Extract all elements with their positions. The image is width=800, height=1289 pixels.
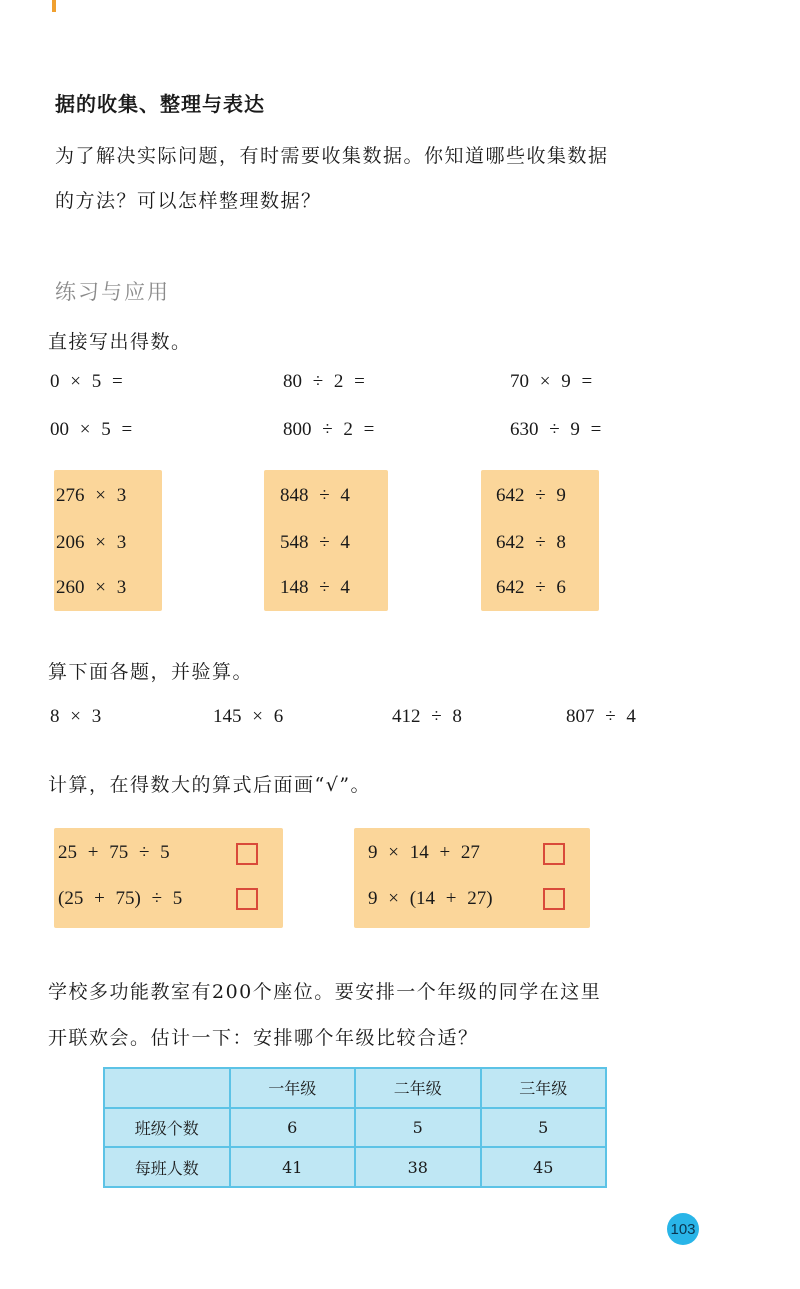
q1-box-expr: 260 × 3 bbox=[56, 577, 127, 598]
table-header-cell: 三年级 bbox=[481, 1068, 607, 1108]
q1-row1-expr: 70 × 9 = bbox=[510, 371, 593, 392]
q3-expr: 9 × (14 + 27) bbox=[368, 888, 493, 909]
q1-box-left bbox=[54, 470, 162, 611]
q1-row1-expr: 80 ÷ 2 = bbox=[283, 371, 365, 392]
q3-box-left bbox=[54, 828, 283, 928]
table-cell: 45 bbox=[481, 1147, 607, 1187]
table-cell: 5 bbox=[355, 1108, 481, 1148]
table-cell: 6 bbox=[230, 1108, 356, 1148]
table-cell: 38 bbox=[355, 1147, 481, 1187]
q1-box-right bbox=[481, 470, 599, 611]
checkbox[interactable] bbox=[543, 888, 565, 910]
q1-row2-expr: 800 ÷ 2 = bbox=[283, 419, 375, 440]
q1-heading: 直接写出得数。 bbox=[48, 331, 192, 353]
q1-box-expr: 276 × 3 bbox=[56, 485, 127, 506]
table-cell: 每班人数 bbox=[104, 1147, 230, 1187]
q1-box-expr: 642 ÷ 6 bbox=[496, 577, 566, 598]
page-number: 103 bbox=[667, 1213, 699, 1245]
q2-expr: 412 ÷ 8 bbox=[392, 706, 462, 727]
q1-box-expr: 148 ÷ 4 bbox=[280, 577, 350, 598]
q1-box-expr: 848 ÷ 4 bbox=[280, 485, 350, 506]
table-header-row bbox=[104, 1068, 606, 1108]
q1-box-expr: 642 ÷ 8 bbox=[496, 532, 566, 553]
q1-row1-expr: 0 × 5 = bbox=[50, 371, 123, 392]
checkbox[interactable] bbox=[543, 843, 565, 865]
checkbox[interactable] bbox=[236, 888, 258, 910]
q3-expr: (25 + 75) ÷ 5 bbox=[58, 888, 183, 909]
q1-row2-expr: 630 ÷ 9 = bbox=[510, 419, 602, 440]
q3-expr: 9 × 14 + 27 bbox=[368, 842, 480, 863]
practice-title: 练习与应用 bbox=[55, 280, 170, 304]
q2-expr: 807 ÷ 4 bbox=[566, 706, 636, 727]
intro-line-2: 的方法？可以怎样整理数据？ bbox=[55, 190, 322, 212]
q4-line-1: 学校多功能教室有200个座位。要安排一个年级的同学在这里 bbox=[48, 981, 602, 1003]
section-title: 据的收集、整理与表达 bbox=[55, 92, 265, 116]
q2-expr: 8 × 3 bbox=[50, 706, 102, 727]
table-cell: 41 bbox=[230, 1147, 356, 1187]
corner-mark bbox=[52, 0, 56, 12]
checkbox[interactable] bbox=[236, 843, 258, 865]
table-header-cell bbox=[104, 1068, 230, 1108]
table-cell: 班级个数 bbox=[104, 1108, 230, 1148]
q3-expr: 25 + 75 ÷ 5 bbox=[58, 842, 170, 863]
table-cell: 5 bbox=[481, 1108, 607, 1148]
q2-expr: 145 × 6 bbox=[213, 706, 284, 727]
table-row bbox=[104, 1108, 606, 1148]
table-header-cell: 二年级 bbox=[355, 1068, 481, 1108]
table-header-cell: 一年级 bbox=[230, 1068, 356, 1108]
q3-box-right bbox=[354, 828, 590, 928]
q1-box-middle bbox=[264, 470, 388, 611]
q2-heading: 算下面各题，并验算。 bbox=[48, 661, 254, 683]
q1-box-expr: 548 ÷ 4 bbox=[280, 532, 350, 553]
q1-box-expr: 642 ÷ 9 bbox=[496, 485, 566, 506]
q1-row2-expr: 00 × 5 = bbox=[50, 419, 133, 440]
q4-line-2: 开联欢会。估计一下：安排哪个年级比较合适？ bbox=[48, 1027, 479, 1049]
table-row bbox=[104, 1147, 606, 1187]
intro-line-1: 为了解决实际问题，有时需要收集数据。你知道哪些收集数据 bbox=[55, 145, 609, 167]
grade-table bbox=[103, 1067, 607, 1188]
q1-box-expr: 206 × 3 bbox=[56, 532, 127, 553]
q3-heading: 计算，在得数大的算式后面画“√”。 bbox=[48, 774, 372, 796]
